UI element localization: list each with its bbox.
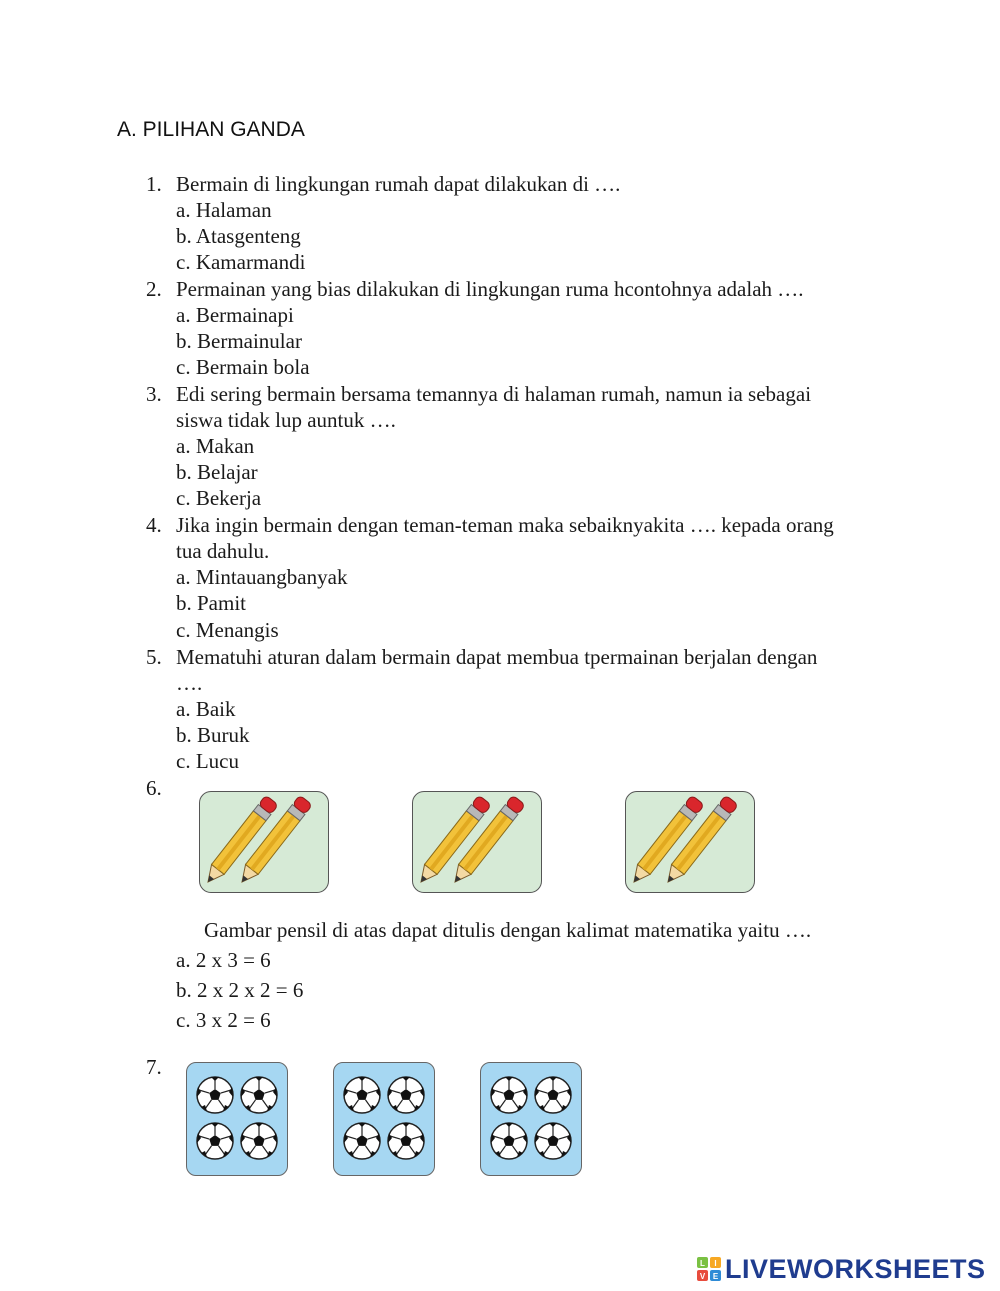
q1-option-b[interactable]: b. Atasgenteng bbox=[176, 224, 301, 248]
q2-number: 2. bbox=[146, 277, 162, 301]
q4-option-b[interactable]: b. Pamit bbox=[176, 591, 247, 615]
q3-option-b[interactable]: b. Belajar bbox=[176, 460, 258, 484]
soccer-ball-icon bbox=[241, 1123, 277, 1159]
q6-option-a[interactable]: a. 2 x 3 = 6 bbox=[176, 948, 271, 972]
q5-number: 5. bbox=[146, 645, 162, 669]
q2-option-b[interactable]: b. Bermainular bbox=[176, 329, 302, 353]
q4-stem-line2: tua dahulu. bbox=[176, 539, 270, 563]
section-title: A. PILIHAN GANDA bbox=[117, 118, 305, 141]
q1-number: 1. bbox=[146, 172, 162, 196]
q1-stem: Bermain di lingkungan rumah dapat dilakukan di …. bbox=[176, 172, 621, 196]
soccer-ball-icon bbox=[388, 1077, 424, 1113]
q3-option-a[interactable]: a. Makan bbox=[176, 434, 255, 458]
soccer-ball-icon bbox=[535, 1077, 571, 1113]
soccer-ball-icon bbox=[344, 1123, 380, 1159]
q6-stem: Gambar pensil di atas dapat ditulis dengan kalimat matematika yaitu …. bbox=[204, 918, 812, 942]
brand-text: LIVEWORKSHEETS bbox=[725, 1253, 986, 1284]
q3-stem-line1: Edi sering bermain bersama temannya di halaman rumah, namun ia sebagai bbox=[176, 382, 812, 406]
soccer-ball-icon bbox=[388, 1123, 424, 1159]
q4-stem-line1: Jika ingin bermain dengan teman-teman maka sebaiknyakita …. kepada orang bbox=[176, 513, 834, 537]
svg-text:V: V bbox=[699, 1272, 706, 1281]
ball-group-1 bbox=[186, 1062, 288, 1176]
q6-number: 6. bbox=[146, 776, 162, 800]
soccer-ball-icon bbox=[491, 1123, 527, 1159]
q7-number: 7. bbox=[146, 1055, 162, 1079]
q4-number: 4. bbox=[146, 513, 162, 537]
q6-option-b[interactable]: b. 2 x 2 x 2 = 6 bbox=[176, 978, 304, 1002]
soccer-ball-icon bbox=[535, 1123, 571, 1159]
q4-option-a[interactable]: a. Mintauangbanyak bbox=[176, 565, 348, 589]
ball-group-3 bbox=[480, 1062, 582, 1176]
q5-option-c[interactable]: c. Lucu bbox=[176, 749, 239, 773]
soccer-ball-icon bbox=[197, 1123, 233, 1159]
q3-option-c[interactable]: c. Bekerja bbox=[176, 486, 262, 510]
liveworksheets-logo-icon bbox=[697, 1257, 721, 1281]
soccer-ball-icon bbox=[197, 1077, 233, 1113]
q1-option-c[interactable]: c. Kamarmandi bbox=[176, 250, 306, 274]
svg-text:E: E bbox=[712, 1272, 719, 1281]
q3-stem-line2: siswa tidak lup auntuk …. bbox=[176, 408, 396, 432]
q5-option-a[interactable]: a. Baik bbox=[176, 697, 236, 721]
q5-option-b[interactable]: b. Buruk bbox=[176, 723, 250, 747]
q6-option-c[interactable]: c. 3 x 2 = 6 bbox=[176, 1008, 271, 1032]
svg-text:I: I bbox=[714, 1259, 717, 1268]
svg-text:L: L bbox=[700, 1259, 705, 1268]
q4-option-c[interactable]: c. Menangis bbox=[176, 618, 279, 642]
ball-group-2 bbox=[333, 1062, 435, 1176]
q2-stem: Permainan yang bias dilakukan di lingkungan ruma hcontohnya adalah …. bbox=[176, 277, 804, 301]
pencil-group-3 bbox=[625, 791, 755, 893]
soccer-ball-icon bbox=[491, 1077, 527, 1113]
q3-number: 3. bbox=[146, 382, 162, 406]
soccer-ball-icon bbox=[344, 1077, 380, 1113]
pencil-group-1 bbox=[199, 791, 329, 893]
q2-option-c[interactable]: c. Bermain bola bbox=[176, 355, 310, 379]
q2-option-a[interactable]: a. Bermainapi bbox=[176, 303, 294, 327]
pencil-group-2 bbox=[412, 791, 542, 893]
q5-stem-line1: Mematuhi aturan dalam bermain dapat membua tpermainan berjalan dengan bbox=[176, 645, 818, 669]
q1-option-a[interactable]: a. Halaman bbox=[176, 198, 272, 222]
soccer-ball-icon bbox=[241, 1077, 277, 1113]
liveworksheets-logo[interactable] bbox=[697, 1254, 986, 1284]
q5-stem-line2: …. bbox=[176, 671, 203, 695]
